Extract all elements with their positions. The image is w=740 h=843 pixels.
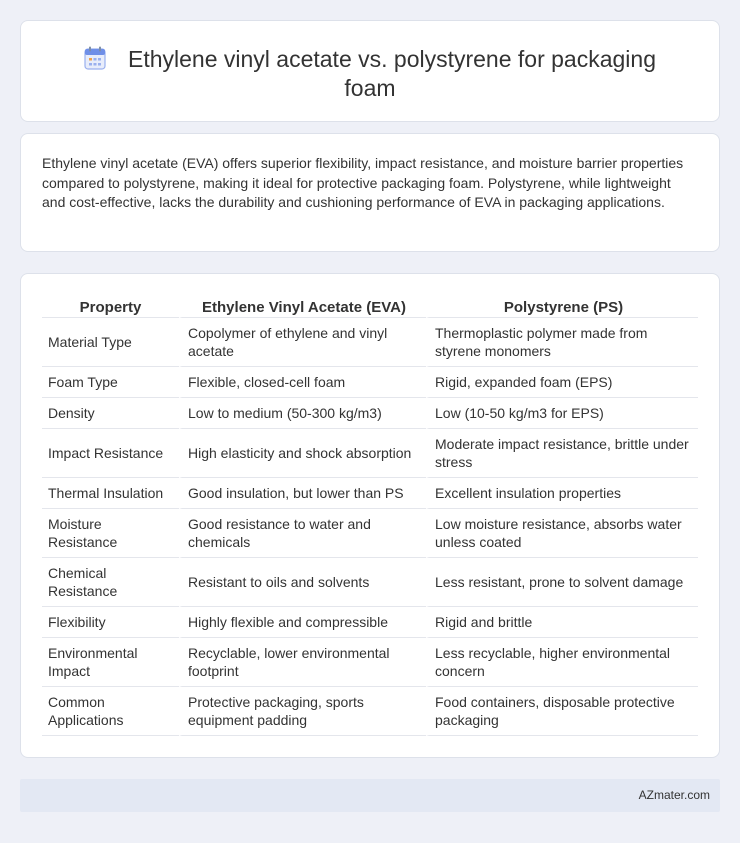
cell-ps: Excellent insulation properties (426, 478, 698, 509)
cell-ps: Less recyclable, higher environmental concern (426, 638, 698, 687)
cell-property: Thermal Insulation (42, 478, 179, 509)
cell-ps: Rigid and brittle (426, 607, 698, 638)
table-row (42, 607, 698, 638)
cell-eva: Recyclable, lower environmental footprint (179, 638, 426, 687)
summary-text: Ethylene vinyl acetate (EVA) offers superior flexibility, impact resistance, and moisture barrier properties compared to polystyrene, making it ideal for protective packaging foam. Polystyrene, while lightweight and cost-effective, lacks the durability and cushioning performance of EVA in packaging applications. (42, 155, 684, 210)
title-card (20, 20, 720, 122)
cell-property: Foam Type (42, 367, 179, 398)
cell-eva: Resistant to oils and solvents (179, 558, 426, 607)
table-row (42, 367, 698, 398)
cell-property: Environmental Impact (42, 638, 179, 687)
page-title: Ethylene vinyl acetate vs. polystyrene for packaging foam (127, 46, 656, 101)
table-row (42, 638, 698, 687)
cell-property: Flexibility (42, 607, 179, 638)
cell-property: Material Type (42, 318, 179, 367)
header-eva: Ethylene Vinyl Acetate (EVA) (179, 294, 426, 318)
cell-ps: Less resistant, prone to solvent damage (426, 558, 698, 607)
header-property: Property (42, 294, 179, 318)
calendar-icon (84, 46, 106, 70)
table-row (42, 687, 698, 736)
cell-ps: Thermoplastic polymer made from styrene monomers (426, 318, 698, 367)
cell-property: Common Applications (42, 687, 179, 736)
table-header-row (42, 294, 698, 318)
cell-eva: Good resistance to water and chemicals (179, 509, 426, 558)
cell-property: Chemical Resistance (42, 558, 179, 607)
footer-bar (20, 779, 720, 812)
cell-eva: Copolymer of ethylene and vinyl acetate (179, 318, 426, 367)
cell-ps: Low (10-50 kg/m3 for EPS) (426, 398, 698, 429)
cell-eva: High elasticity and shock absorption (179, 429, 426, 478)
header-ps: Polystyrene (PS) (426, 294, 698, 318)
cell-property: Moisture Resistance (42, 509, 179, 558)
table-row (42, 558, 698, 607)
table-row (42, 398, 698, 429)
footer-site-label: AZmater.com (638, 788, 710, 802)
cell-ps: Moderate impact resistance, brittle under stress (426, 429, 698, 478)
cell-property: Impact Resistance (42, 429, 179, 478)
page-title-wrap (21, 45, 719, 103)
cell-eva: Flexible, closed-cell foam (179, 367, 426, 398)
cell-eva: Highly flexible and compressible (179, 607, 426, 638)
cell-eva: Low to medium (50-300 kg/m3) (179, 398, 426, 429)
cell-ps: Rigid, expanded foam (EPS) (426, 367, 698, 398)
cell-eva: Protective packaging, sports equipment padding (179, 687, 426, 736)
cell-eva: Good insulation, but lower than PS (179, 478, 426, 509)
cell-ps: Food containers, disposable protective packaging (426, 687, 698, 736)
table-row (42, 429, 698, 478)
summary-card (20, 133, 720, 252)
cell-ps: Low moisture resistance, absorbs water unless coated (426, 509, 698, 558)
table-row (42, 509, 698, 558)
comparison-table-card (20, 273, 720, 758)
table-row (42, 318, 698, 367)
cell-property: Density (42, 398, 179, 429)
comparison-table (42, 294, 698, 736)
table-row (42, 478, 698, 509)
